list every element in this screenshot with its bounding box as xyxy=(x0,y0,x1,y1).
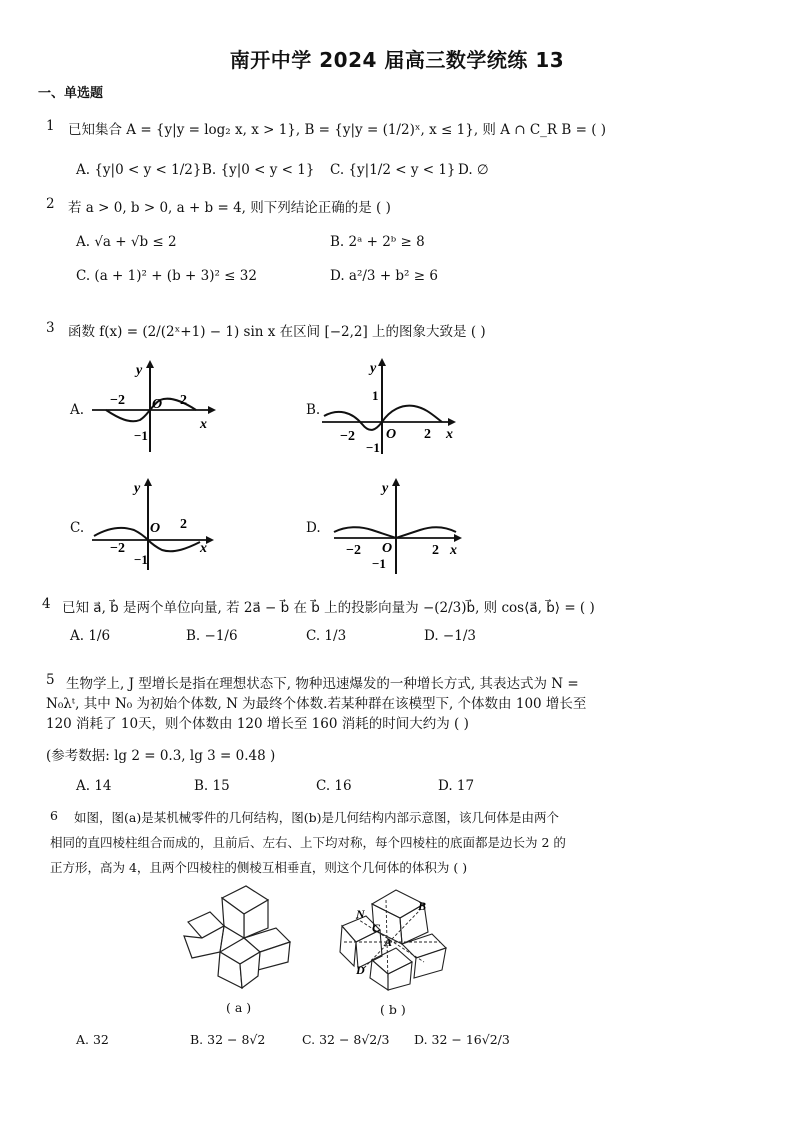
q6-option-c[interactable]: C. 32 − 8√2/3 xyxy=(302,1032,390,1047)
q3-option-c[interactable]: C. xyxy=(70,520,85,536)
q6-label-d: D xyxy=(356,963,365,977)
q6-label-n: N xyxy=(356,907,365,921)
q4-option-b[interactable]: B. −1/6 xyxy=(186,628,238,644)
q6-figure-a xyxy=(180,880,298,992)
q3a-neg2-label: −2 xyxy=(110,393,125,408)
q6-stem-line-3: 正方形，高为 4，且两个四棱柱的侧棱互相垂直，则这个几何体的体积为 ( ) xyxy=(50,860,468,875)
q4-option-d[interactable]: D. −1/3 xyxy=(424,628,476,644)
q6-number: 6 xyxy=(50,808,58,823)
q6-option-b[interactable]: B. 32 − 8√2 xyxy=(190,1032,266,1047)
q3d-origin-label: O xyxy=(382,541,393,556)
q5-option-a[interactable]: A. 14 xyxy=(76,778,112,794)
q1-stem: 已知集合 A = {y|y = log₂ x, x > 1}, B = {y|y = (1/2)ˣ, x ≤ 1}, 则 A ∩ C_R B = ( ) xyxy=(68,122,607,138)
q2-number: 2 xyxy=(46,196,55,212)
q6-label-a: A xyxy=(384,935,393,949)
q5-stem-line-1: 生物学上, J 型增长是指在理想状态下, 物种迅速爆发的一种增长方式, 其表达式为 N = xyxy=(66,676,579,692)
q3b-one-label: 1 xyxy=(372,388,379,403)
q1-option-b[interactable]: B. {y|0 < y < 1} xyxy=(202,162,315,178)
q3c-neg1-label: −1 xyxy=(134,552,148,567)
q3d-neg1-label: −1 xyxy=(372,556,386,571)
q3c-origin-label: O xyxy=(150,521,161,536)
q3a-x-label: x xyxy=(200,417,207,432)
q3b-origin-label: O xyxy=(386,427,397,442)
q4-stem: 已知 a⃗, b⃗ 是两个单位向量, 若 2a⃗ − b⃗ 在 b⃗ 上的投影向量为 −(2/3)b⃗, 则 cos⟨a⃗, b⃗⟩ = ( ) xyxy=(62,600,595,616)
q3-option-b[interactable]: B. xyxy=(306,402,321,418)
q3b-neg2-label: −2 xyxy=(340,429,355,444)
section-heading: 一、单选题 xyxy=(38,86,104,101)
q3c-x-label: x xyxy=(200,541,207,556)
q3a-pos2-label: 2 xyxy=(180,393,187,408)
q1-option-d[interactable]: D. ∅ xyxy=(458,162,489,178)
q3b-x-label: x xyxy=(446,427,453,442)
q3-graph-a xyxy=(88,358,218,456)
q2-option-c[interactable]: C. (a + 1)² + (b + 3)² ≤ 32 xyxy=(76,268,257,284)
q1-option-c[interactable]: C. {y|1/2 < y < 1} xyxy=(330,162,456,178)
page-title: 南开中学 2024 届高三数学统练 13 xyxy=(229,48,565,72)
q3-option-a[interactable]: A. xyxy=(70,402,85,418)
q3c-neg2-label: −2 xyxy=(110,541,125,556)
q1-option-a[interactable]: A. {y|0 < y < 1/2} xyxy=(76,162,202,178)
q6-option-a[interactable]: A. 32 xyxy=(76,1032,109,1047)
q3-graph-d xyxy=(330,476,464,576)
q3-number: 3 xyxy=(46,320,55,336)
q3-option-d[interactable]: D. xyxy=(306,520,321,536)
q5-option-c[interactable]: C. 16 xyxy=(316,778,352,794)
q3b-neg1-label: −1 xyxy=(366,440,380,455)
q3d-neg2-label: −2 xyxy=(346,543,361,558)
q6-label-c: C xyxy=(372,921,381,935)
q6-option-d[interactable]: D. 32 − 16√2/3 xyxy=(414,1032,510,1047)
q5-number: 5 xyxy=(46,672,55,688)
q3c-pos2-label: 2 xyxy=(180,517,187,532)
q4-option-a[interactable]: A. 1/6 xyxy=(70,628,111,644)
q3a-origin-label: O xyxy=(152,397,163,412)
q5-stem-line-3: 120 消耗了 10天，则个体数由 120 增长至 160 消耗的时间大约为 ( ) xyxy=(46,716,469,732)
q6-figure-b xyxy=(334,882,452,994)
q4-number: 4 xyxy=(42,596,51,612)
q3b-pos2-label: 2 xyxy=(424,427,431,442)
q6-caption-a: ( a ) xyxy=(226,1000,252,1015)
q2-option-a[interactable]: A. √a + √b ≤ 2 xyxy=(76,234,177,250)
q4-option-c[interactable]: C. 1/3 xyxy=(306,628,347,644)
q3-graph-c xyxy=(88,476,218,572)
q3-graph-b xyxy=(318,356,460,456)
q6-stem-line-2: 相同的直四棱柱组合而成的，且前后、左右、上下均对称，每个四棱柱的底面都是边长为 2 的 xyxy=(50,835,566,850)
q3-stem: 函数 f(x) = (2/(2ˣ+1) − 1) sin x 在区间 [−2,2] 上的图象大致是 ( ) xyxy=(68,324,486,340)
q3b-y-label: y xyxy=(370,361,377,376)
q1-number: 1 xyxy=(46,118,55,134)
q2-stem: 若 a > 0, b > 0, a + b = 4, 则下列结论正确的是 ( ) xyxy=(68,200,391,216)
q2-option-d[interactable]: D. a²/3 + b² ≥ 6 xyxy=(330,268,438,284)
q5-stem-line-2: N₀λᵗ, 其中 N₀ 为初始个体数, N 为最终个体数.若某种群在该模型下, 个体数由 100 增长至 xyxy=(46,696,587,712)
q6-stem-line-1: 如图，图(a)是某机械零件的几何结构，图(b)是几何结构内部示意图，该几何体是由两个 xyxy=(74,810,559,825)
q3d-pos2-label: 2 xyxy=(432,543,439,558)
q6-caption-b: ( b ) xyxy=(380,1002,406,1017)
q3d-x-label: x xyxy=(450,543,457,558)
q5-option-d[interactable]: D. 17 xyxy=(438,778,475,794)
q3a-neg1-label: −1 xyxy=(134,428,148,443)
q3a-y-label: y xyxy=(136,363,143,378)
q5-option-b[interactable]: B. 15 xyxy=(194,778,230,794)
q3c-y-label: y xyxy=(134,481,141,496)
q5-reference-note: (参考数据: lg 2 = 0.3, lg 3 = 0.48 ) xyxy=(46,748,276,764)
q6-label-b: B xyxy=(418,899,427,913)
q3d-y-label: y xyxy=(382,481,389,496)
q2-option-b[interactable]: B. 2ᵃ + 2ᵇ ≥ 8 xyxy=(330,234,425,250)
